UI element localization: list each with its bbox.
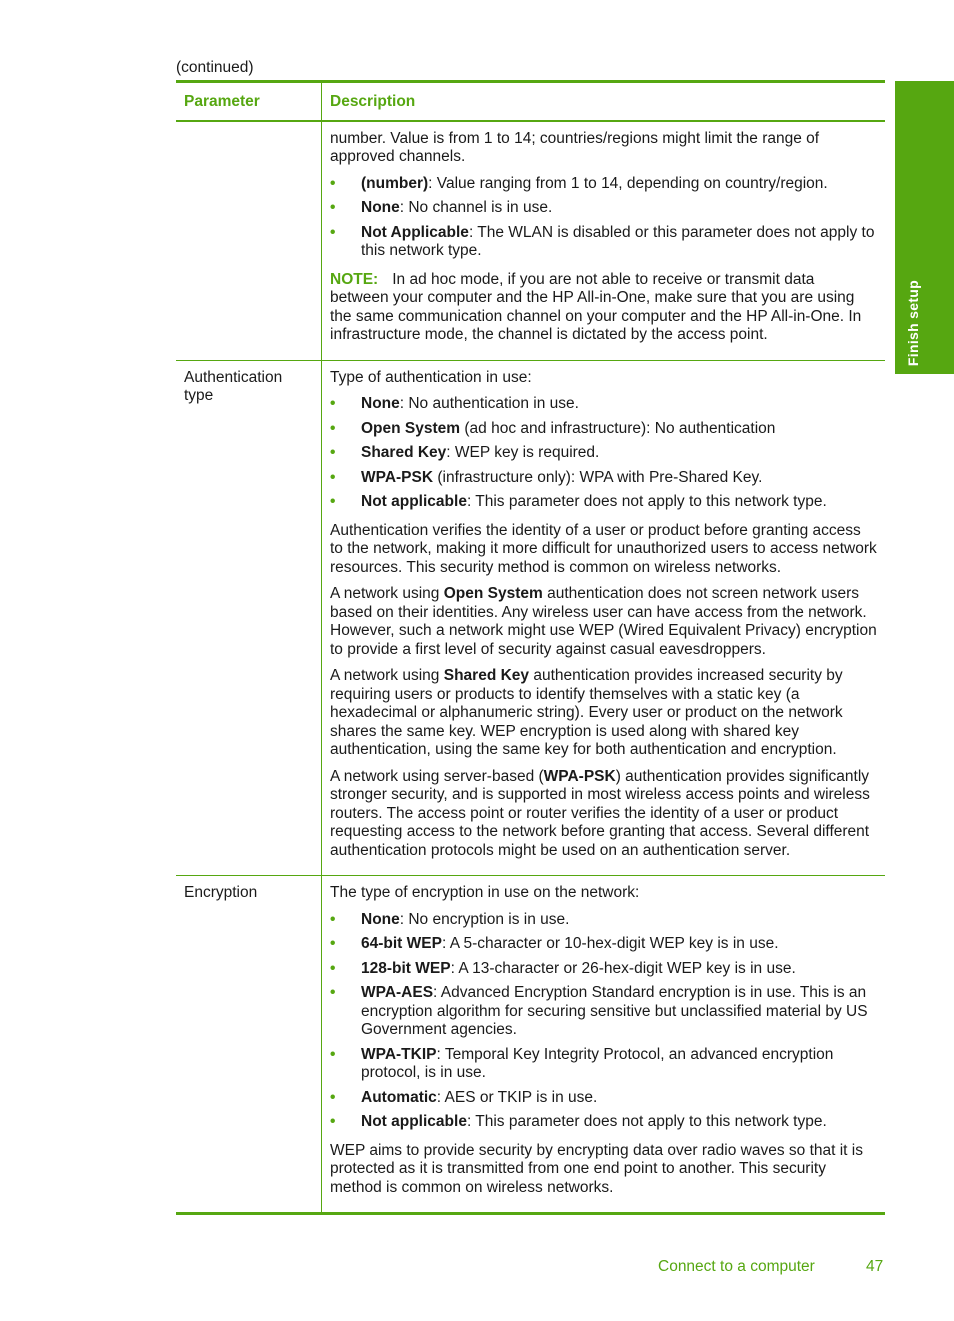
list-item	[330, 911, 877, 930]
bullet-text: : A 5-character or 10-hex-digit WEP key is in use.	[441, 935, 779, 952]
list-item	[330, 984, 877, 1040]
side-tab-label: Finish setup	[905, 279, 921, 366]
bullet-term: Not applicable	[361, 493, 467, 510]
bullet-icon: •	[330, 1088, 336, 1106]
bullet-icon: •	[330, 1045, 336, 1063]
bullet-text: : No encryption is in use.	[399, 910, 570, 928]
list-item	[330, 1113, 877, 1132]
parameter-table	[176, 80, 885, 1215]
list-item	[330, 1089, 877, 1108]
bullet-text: : A 13-character or 26-hex-digit WEP key is in use.	[450, 959, 796, 977]
header-description: Description	[322, 82, 886, 121]
bullet-term: Open System	[361, 419, 461, 437]
auth-bullet-list	[330, 395, 877, 512]
bullet-term: Automatic	[361, 1088, 437, 1106]
bullet-term: WPA-TKIP	[361, 1045, 437, 1063]
bullet-term: None	[361, 199, 400, 216]
bullet-text: : No authentication in use.	[399, 395, 579, 412]
param-cell-encryption: Encryption	[176, 876, 322, 1214]
text-span: ) authentication provides significantly stronger security, and is supported in most wireless access points and wireless routers. The access point or router verifies the identity of a user or product requesting access to the network before granting that access. Several different authentication protocols might be used on an authentication server.	[330, 767, 870, 859]
bold-term: Shared Key	[443, 667, 530, 684]
list-item	[330, 199, 877, 218]
channel-note	[330, 271, 877, 345]
bullet-icon: •	[330, 199, 336, 216]
encryption-intro: The type of encryption in use on the network:	[330, 884, 640, 901]
list-item	[330, 935, 877, 954]
channel-bullet-list	[330, 175, 877, 261]
bullet-text: : The WLAN is disabled or this parameter does not apply to this network type.	[361, 223, 875, 259]
bullet-term: None	[361, 395, 400, 412]
bullet-icon: •	[330, 395, 336, 412]
auth-paragraph-3	[330, 667, 877, 760]
footer-page-number: 47	[866, 1258, 884, 1275]
text-span: A network using	[330, 585, 444, 602]
bullet-text: : Advanced Encryption Standard encryption is in use. This is an encryption algorithm for securing sensitive but unclassified material by US Government agencies.	[361, 984, 868, 1038]
channel-intro: number. Value is from 1 to 14; countries/regions might limit the range of approved channels.	[330, 129, 820, 165]
bullet-icon: •	[330, 984, 336, 1001]
bullet-icon: •	[330, 493, 336, 510]
bullet-text: : No channel is in use.	[399, 199, 553, 216]
bullet-term: Shared Key	[361, 444, 447, 461]
encryption-bullet-list	[330, 911, 877, 1132]
auth-paragraph-2	[330, 585, 877, 659]
bullet-icon: •	[330, 419, 336, 437]
list-item	[330, 395, 877, 414]
bullet-text: : AES or TKIP is in use.	[436, 1088, 598, 1106]
desc-cell-channel	[322, 121, 886, 361]
list-item	[330, 444, 877, 463]
auth-intro: Type of authentication in use:	[330, 368, 532, 386]
list-item	[330, 1046, 877, 1083]
bold-term: Open System	[443, 585, 543, 602]
footer-section-title: Connect to a computer	[658, 1258, 815, 1275]
bullet-term: WPA-PSK	[361, 468, 434, 486]
table-row-encryption	[176, 876, 885, 1214]
bullet-icon: •	[330, 223, 336, 241]
param-cell-authentication: Authentication type	[176, 360, 322, 876]
text-span: A network using server-based (	[330, 767, 544, 785]
bullet-text: : This parameter does not apply to this network type.	[466, 1113, 827, 1130]
bullet-icon: •	[330, 174, 336, 192]
table-row-authentication	[176, 360, 885, 876]
bullet-icon: •	[330, 468, 336, 486]
bullet-term: 128-bit WEP	[361, 959, 451, 977]
header-parameter: Parameter	[176, 82, 322, 121]
section-side-tab	[895, 81, 954, 374]
desc-cell-authentication	[322, 360, 886, 876]
bullet-text: : WEP key is required.	[446, 444, 600, 461]
auth-paragraph-1: Authentication verifies the identity of a user or product before granting access to the network, making it more difficult for unauthorized users to access network resources. This security method is common on wireless networks.	[330, 521, 877, 576]
desc-cell-encryption	[322, 876, 886, 1214]
auth-paragraph-4	[330, 768, 877, 861]
text-span: authentication provides increased security by requiring users or products to identify themselves with a static key (a hexadecimal or alphanumeric string). Every user or product on the network shares the same key. WEP encryption is used along with shared key authentication, using the same key for both authentication and encryption.	[330, 667, 843, 758]
bullet-term: Not Applicable	[361, 223, 469, 241]
bullet-icon: •	[330, 959, 336, 977]
list-item	[330, 420, 877, 439]
table-row-channel	[176, 121, 885, 361]
text-span: authentication does not screen network users based on their identities. Any wireless user can have access from the network. However, such a network might use WEP (Wired Equivalent Privacy) encryption to provide a first level of security against casual eavesdroppers.	[330, 585, 877, 658]
note-text: In ad hoc mode, if you are not able to receive or transmit data between your computer and the HP All-in-One, make sure that you are using the same communication channel on your computer and the HP All-in-One. In infrastructure mode, the channel is dictated by the access point.	[330, 270, 862, 343]
bullet-text: : Temporal Key Integrity Protocol, an advanced encryption protocol, is in use.	[361, 1045, 834, 1081]
continued-label: (continued)	[176, 59, 254, 76]
bullet-icon: •	[330, 444, 336, 461]
bullet-term: None	[361, 910, 400, 928]
list-item	[330, 469, 877, 488]
bullet-term: Not applicable	[361, 1113, 467, 1130]
bullet-icon: •	[330, 910, 336, 928]
list-item	[330, 175, 877, 194]
bullet-text: : Value ranging from 1 to 14, depending on country/region.	[428, 174, 828, 192]
text-span: A network using	[330, 667, 444, 684]
bullet-text: (infrastructure only): WPA with Pre-Shared Key.	[433, 468, 763, 486]
table-header-row	[176, 82, 885, 121]
bullet-icon: •	[330, 935, 336, 952]
bullet-text: : This parameter does not apply to this network type.	[466, 493, 827, 510]
bold-term: WPA-PSK	[543, 767, 616, 785]
bullet-icon: •	[330, 1113, 336, 1130]
list-item	[330, 960, 877, 979]
bullet-text: (ad hoc and infrastructure): No authentication	[460, 419, 776, 437]
bullet-term: WPA-AES	[361, 984, 434, 1001]
bullet-term: 64-bit WEP	[361, 935, 442, 952]
list-item	[330, 224, 877, 261]
encryption-paragraph-1: WEP aims to provide security by encrypting data over radio waves so that it is protected as it is transmitted from one end point to another. This security method is common on wireless networks.	[330, 1141, 863, 1196]
bullet-term: (number)	[361, 174, 429, 192]
param-cell-channel	[176, 121, 322, 361]
list-item	[330, 493, 877, 512]
note-label: NOTE:	[330, 270, 379, 288]
